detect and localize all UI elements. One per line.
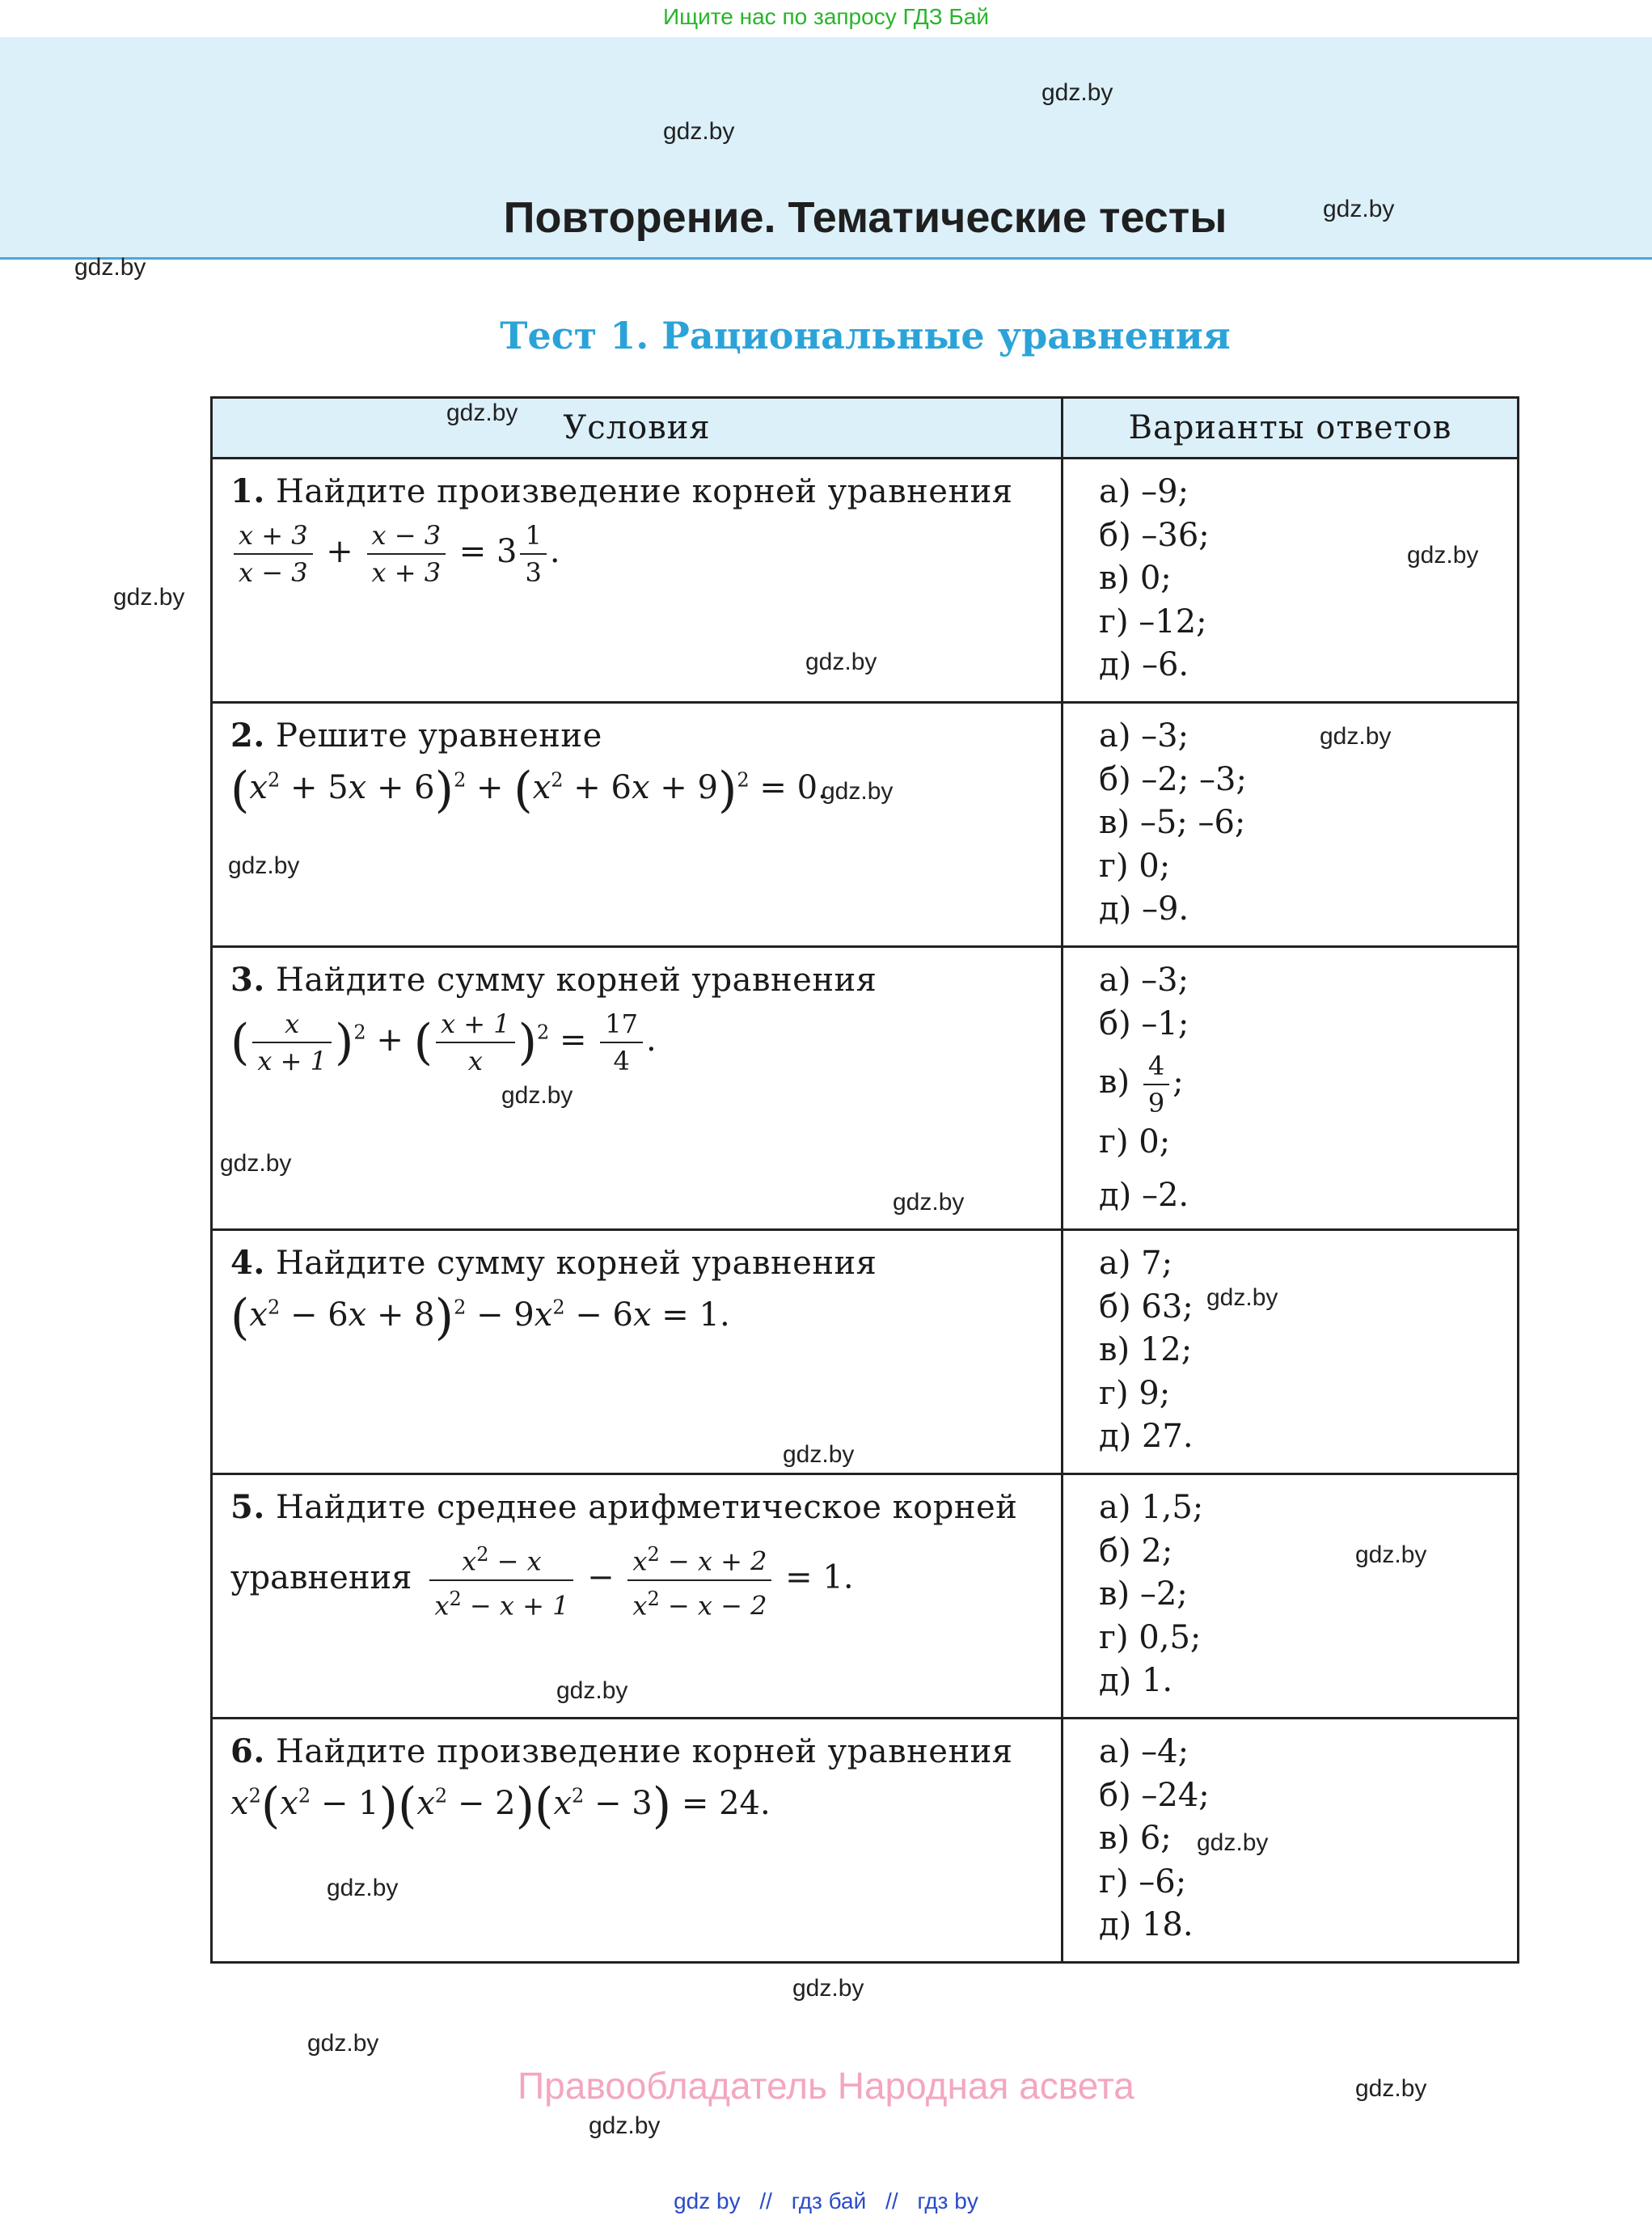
answer-option: д) 27. (1099, 1418, 1194, 1455)
answer-option: а) 1,5; (1099, 1489, 1204, 1526)
answer-option: г) –6; (1099, 1862, 1187, 1901)
watermark: gdz.by (327, 1875, 399, 1901)
footer-link[interactable]: гдз by (917, 2188, 978, 2213)
question-text: Найдите произведение корней уравнения (275, 473, 1013, 510)
answer-cell (1063, 703, 1519, 947)
page-title: Повторение. Тематические тесты (503, 193, 1227, 242)
question-cell (212, 947, 1063, 1230)
answer-option: д) –6. (1099, 646, 1189, 683)
question-cell (212, 459, 1063, 703)
table-row (212, 1719, 1519, 1963)
answer-option: в) 12; (1099, 1331, 1193, 1368)
watermark: gdz.by (220, 1150, 292, 1177)
answer-option: в) $\frac{4}{9}$ ; (1099, 1046, 1501, 1121)
question-number: 2. (230, 717, 265, 755)
equation: уравнения $\frac{x^2 - x}{x^2 - x + 1}$ − $\frac{x^2 - x + 2}{x^2 - x - 2}$ = 1. (230, 1537, 1045, 1623)
question-text-continued: уравнения (230, 1558, 412, 1596)
fraction-denominator: 9 (1147, 1088, 1165, 1118)
question-text: Найдите сумму корней уравнения (275, 1245, 877, 1282)
question-number: 3. (230, 961, 265, 999)
footer-separator: // (759, 2188, 772, 2213)
question-number: 1. (230, 472, 265, 510)
answer-option: б) 2; (1099, 1532, 1173, 1570)
equation: $(x^2 - 6x + 8)^2 - 9x^2 - 6x = 1$. (230, 1289, 730, 1346)
answer-option: г) 0; (1099, 847, 1171, 885)
table-row (212, 1474, 1519, 1719)
watermark: gdz.by (1323, 196, 1395, 222)
answer-option: в) 0; (1099, 560, 1172, 597)
watermark: gdz.by (663, 118, 735, 145)
watermark: gdz.by (893, 1189, 965, 1216)
answer-option: а) 7; (1099, 1245, 1173, 1282)
answer-option: а) –9; (1099, 473, 1189, 510)
footer-link[interactable]: gdz by (674, 2188, 741, 2213)
answer-option: б) –2; –3; (1099, 760, 1247, 798)
watermark: gdz.by (113, 584, 185, 611)
watermark: gdz.by (1355, 2075, 1427, 2102)
copyright-notice: Правообладатель Народная асвета (518, 2065, 1134, 2107)
answer-option: б) –24; (1099, 1776, 1210, 1814)
question-number: 6. (230, 1732, 265, 1770)
footer-links (0, 2188, 1652, 2214)
watermark: gdz.by (822, 778, 894, 805)
answer-option: а) –3; (1099, 962, 1189, 999)
answer-cell (1063, 1719, 1519, 1963)
footer-link[interactable]: гдз бай (791, 2188, 867, 2213)
answer-option: б) –1; (1099, 1004, 1189, 1042)
question-text: Решите уравнение (275, 717, 602, 755)
equation: $\frac{x + 3}{x - 3}$ + $\frac{x - 3}{x + 3}$ = 3 $\frac{1}{3}$ . (230, 518, 1045, 590)
watermark: gdz.by (1407, 542, 1479, 569)
equation: ( $\frac{x}{x + 1}$ )$^2$ + ( $\frac{x + 1}{x}$ )$^2$ = $\frac{17}{4}$ . (230, 1006, 1045, 1079)
question-number: 4. (230, 1244, 265, 1282)
answer-option: д) 18. (1099, 1906, 1194, 1943)
col-header-conditions: Условия (212, 398, 1063, 459)
watermark: gdz.by (1041, 79, 1113, 106)
answer-cell (1063, 459, 1519, 703)
test-title: Тест 1. Рациональные уравнения (500, 314, 1231, 357)
answer-option: б) –36; (1099, 516, 1210, 554)
question-text: Найдите сумму корней уравнения (275, 962, 877, 999)
watermark: gdz.by (446, 400, 518, 426)
answer-option: д) 1. (1099, 1662, 1173, 1699)
answer-option: в) –5; –6; (1099, 804, 1246, 841)
answer-option: в) 6; (1099, 1820, 1172, 1857)
watermark: gdz.by (792, 1975, 864, 2002)
question-text: Найдите произведение корней уравнения (275, 1733, 1013, 1770)
answer-option: г) –12; (1099, 603, 1207, 641)
answer-cell (1063, 947, 1519, 1230)
answer-option: д) –2. (1099, 1176, 1189, 1214)
top-banner: Ищите нас по запросу ГДЗ Бай (662, 4, 990, 29)
answer-cell (1063, 1474, 1519, 1719)
watermark: gdz.by (1206, 1284, 1278, 1311)
question-text: Найдите среднее арифметическое корней (275, 1489, 1018, 1526)
table-row (212, 1230, 1519, 1474)
answer-cell (1063, 1230, 1519, 1474)
answer-option: г) 0,5; (1099, 1618, 1202, 1656)
footer-separator: // (885, 2188, 898, 2213)
fraction-numerator: 4 (1143, 1048, 1169, 1085)
watermark: gdz.by (74, 254, 146, 281)
equation: $x^2(x^2 - 1)(x^2 - 2)(x^2 - 3) = 24$. (230, 1778, 771, 1834)
tests-table (210, 396, 1519, 1964)
answer-option: г) 0; (1099, 1123, 1171, 1161)
answer-option: а) –3; (1099, 717, 1189, 755)
answer-option: а) –4; (1099, 1733, 1189, 1770)
watermark: gdz.by (228, 852, 300, 879)
watermark: gdz.by (501, 1082, 573, 1109)
answer-option: д) –9. (1099, 890, 1189, 928)
table-row (212, 947, 1519, 1230)
watermark: gdz.by (783, 1441, 855, 1468)
col-header-answers: Варианты ответов (1063, 398, 1519, 459)
equation: $(x^2 + 5x + 6)^2 + (x^2 + 6x + 9)^2 = 0$. (230, 762, 828, 818)
watermark: gdz.by (589, 2112, 661, 2139)
watermark: gdz.by (1355, 1541, 1427, 1568)
question-cell (212, 703, 1063, 947)
watermark: gdz.by (1197, 1829, 1269, 1856)
question-cell (212, 1230, 1063, 1474)
answer-option: в) –2; (1099, 1575, 1188, 1613)
watermark: gdz.by (307, 2030, 379, 2057)
question-number: 5. (230, 1488, 265, 1526)
watermark: gdz.by (1320, 723, 1392, 750)
watermark: gdz.by (805, 649, 877, 675)
answer-option: б) 63; (1099, 1287, 1194, 1326)
answer-option-label: в) (1099, 1063, 1130, 1101)
answer-option: г) 9; (1099, 1374, 1171, 1412)
watermark: gdz.by (556, 1677, 628, 1704)
question-cell (212, 1719, 1063, 1963)
question-cell (212, 1474, 1063, 1719)
